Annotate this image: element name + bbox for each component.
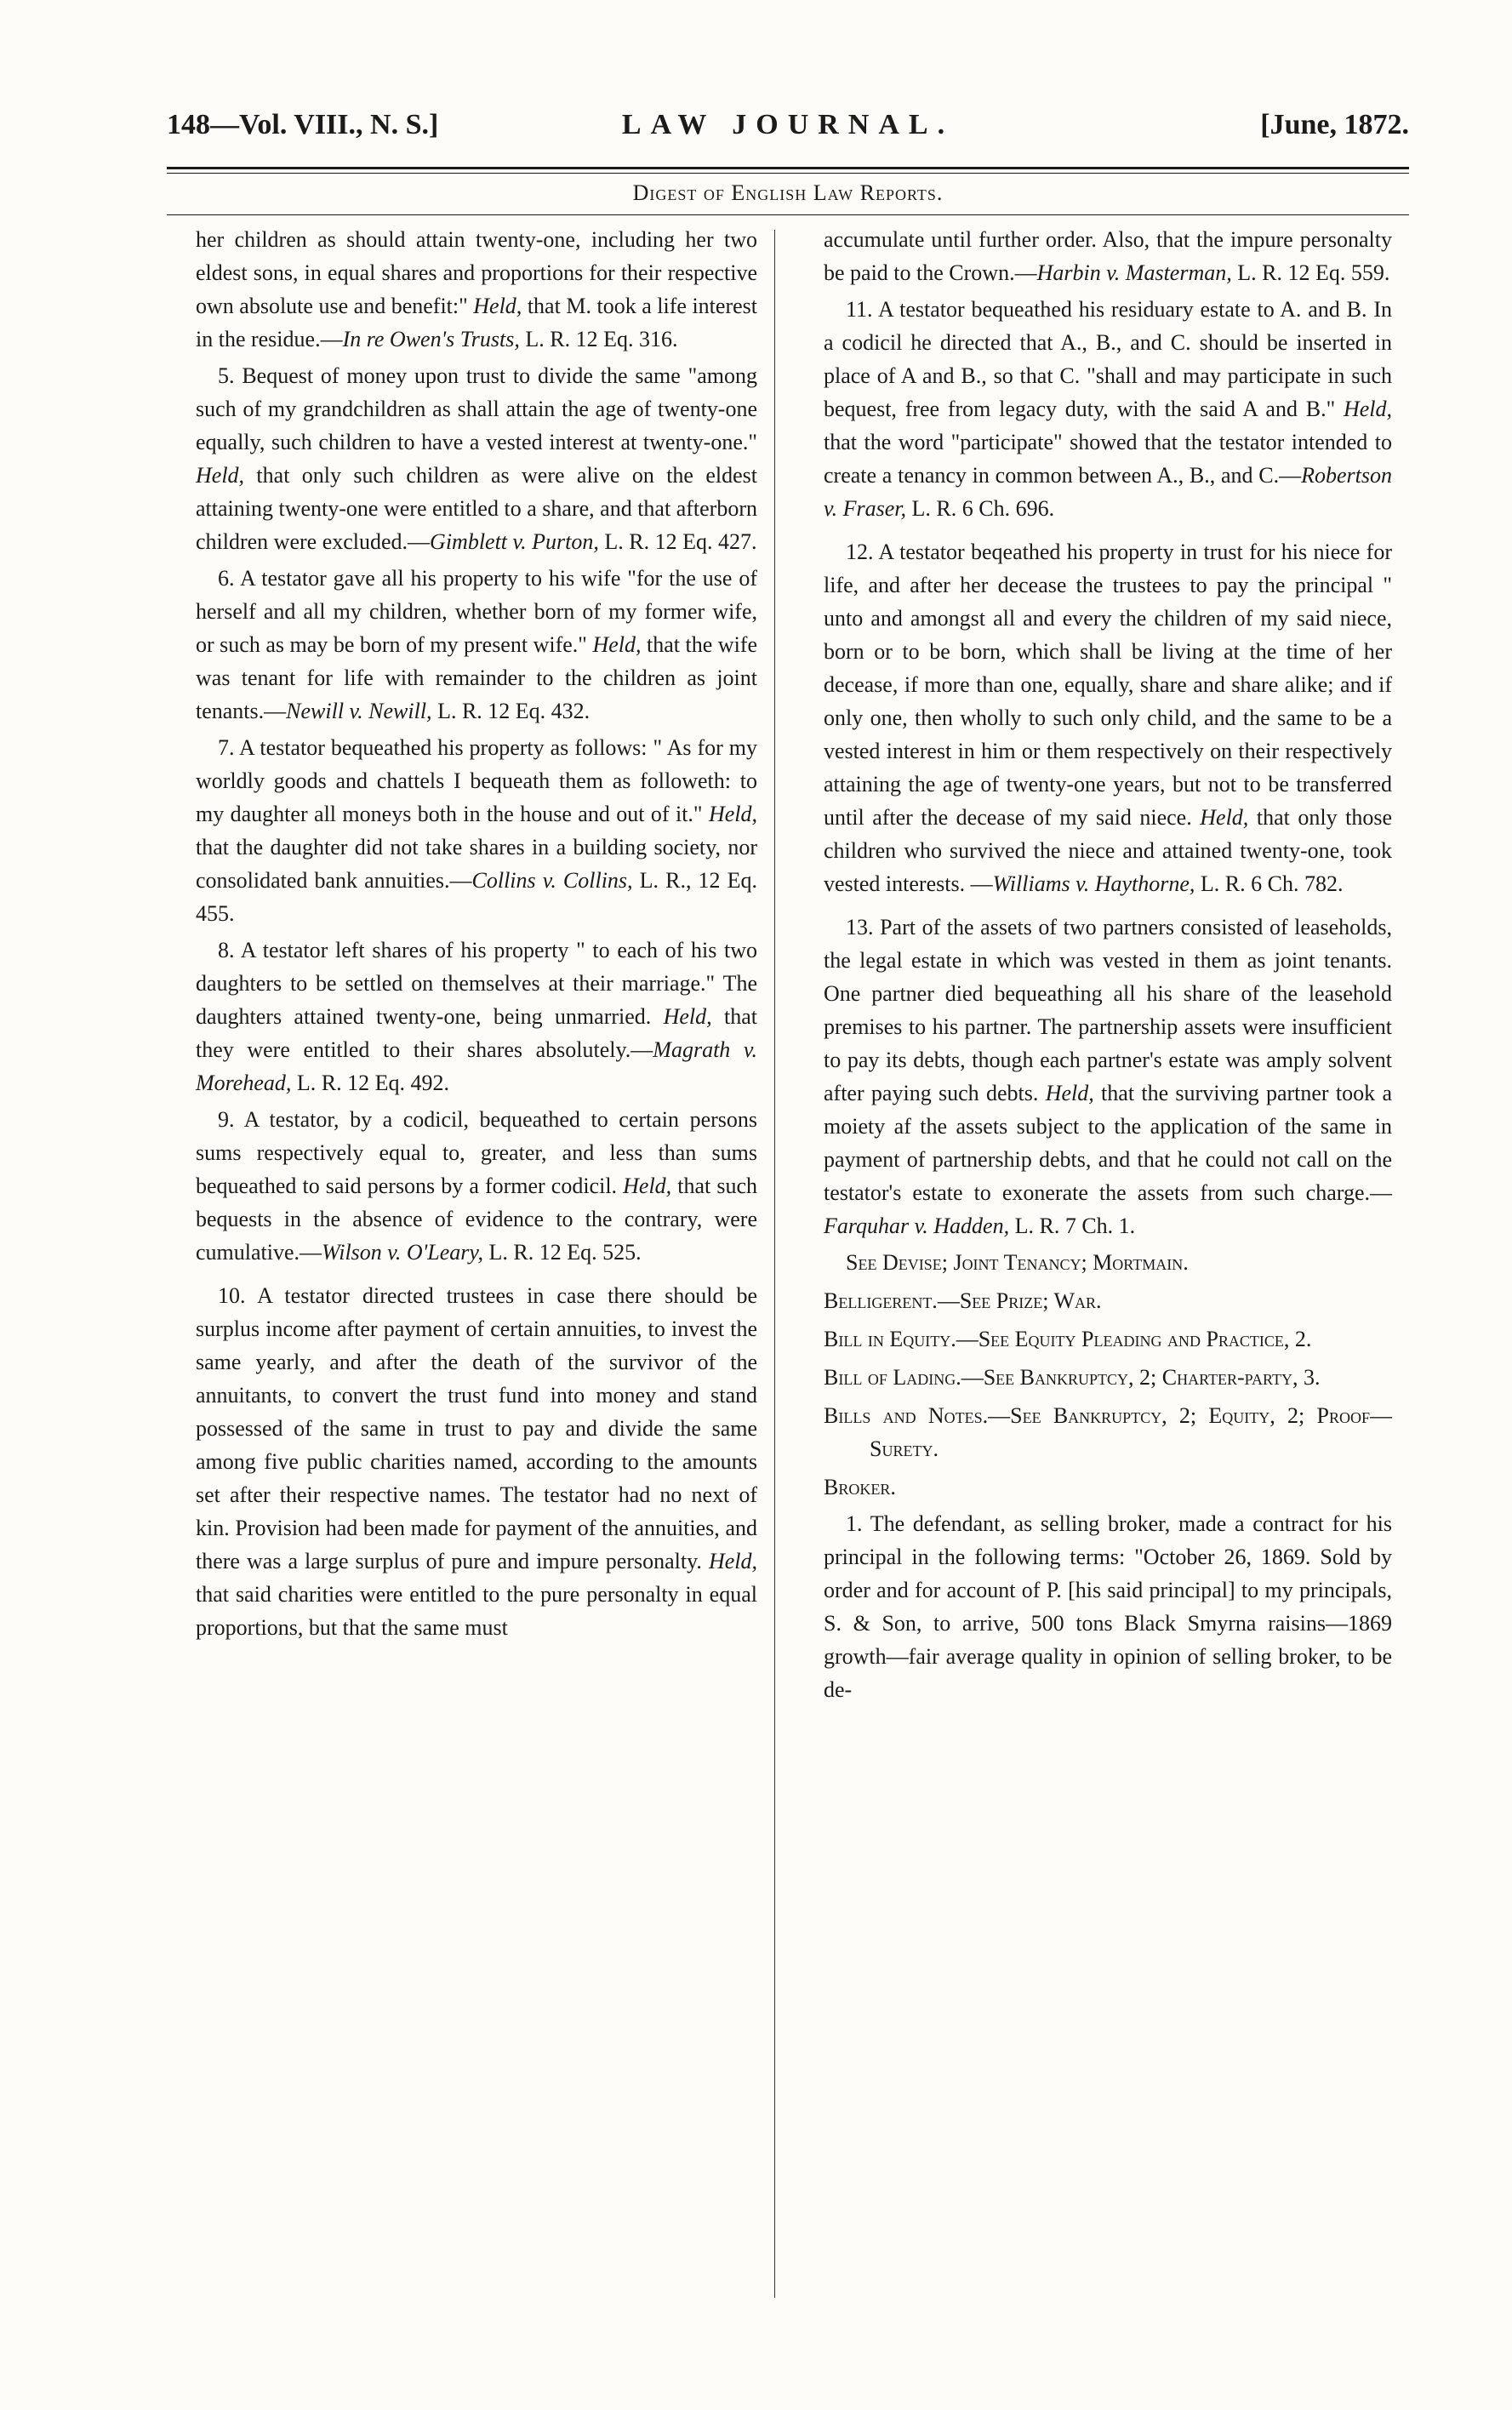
case-name: Williams v. Haythorne, bbox=[992, 871, 1195, 896]
header-rule-thin bbox=[167, 173, 1409, 174]
index-entry: Bills and Notes.—See Bankruptcy, 2; Equity, 2; Proof—Surety. bbox=[824, 1403, 1392, 1461]
header-date: [June, 1872. bbox=[1260, 109, 1409, 140]
index-entry-head: Bill of Lading. bbox=[824, 1365, 961, 1390]
index-entry-head: Bill in Equity. bbox=[824, 1327, 956, 1351]
digest-paragraph: 6. A testator gave all his property to his wife "for the use of herself and all my children, whether born of my former wife, or such as may be born of my present wife." Held, that the wife was tenant for life with remainder to the children as joint tenants.—Newill v. Newill, L. R. 12 Eq. 432. bbox=[196, 566, 757, 723]
index-entry-head: Bills and Notes. bbox=[824, 1403, 989, 1428]
section-rule bbox=[167, 214, 1409, 215]
case-name: Robertson v. Fraser, bbox=[824, 463, 1392, 521]
left-column bbox=[196, 223, 757, 1648]
section-title: Digest of English Law Reports. bbox=[632, 180, 944, 205]
index-entry: Bill in Equity.—See Equity Pleading and Practice, 2. bbox=[824, 1327, 1312, 1351]
digest-paragraph: 10. A testator directed trustees in case there should be surplus income after payment of certain annuities, to invest the same yearly, and after the death of the survivor of the annuitants, to convert the trust fund into money and stand possessed of the same in trust to pay and divide the same among five public charities named, according to the amounts set after their respective names. The testator had no next of kin. Provision had been made for payment of the annuities, and there was a large surplus of pure and impure personalty. Held, that said charities were entitled to the pure personalty in equal proportions, but that the same must bbox=[196, 1283, 757, 1640]
index-entry-broker bbox=[824, 1471, 1392, 1504]
case-name: Magrath v. Morehead, bbox=[196, 1037, 757, 1095]
case-name: Wilson v. O'Leary, bbox=[322, 1240, 483, 1265]
digest-paragraph: 11. A testator bequeathed his residuary estate to A. and B. In a codicil he directed that A., B., and C. should be inserted in place of A and B., so that C. "shall and may participate in such bequest, free from legacy duty, with the said A and B." Held, that the word "participate" showed that the testator intended to create a tenancy in common between A., B., and C.—Robertson v. Fraser, L. R. 6 Ch. 696. bbox=[824, 297, 1392, 521]
digest-paragraph: 1. The defendant, as selling broker, made a contract for his principal in the following terms: "October 26, 1869. Sold by order and for account of P. [his said principal] to my principals, S. & Son, to arrive, 500 tons Black Smyrna raisins—1869 growth—fair average quality in opinion of selling broker, to be de- bbox=[824, 1511, 1392, 1702]
index-entry: Bill of Lading.—See Bankruptcy, 2; Charter-party, 3. bbox=[824, 1365, 1321, 1390]
case-name: In re Owen's Trusts, bbox=[342, 327, 520, 351]
header-rule-thick bbox=[167, 167, 1409, 169]
header-volume: 148—Vol. VIII., N. S.] bbox=[167, 109, 439, 140]
column-divider bbox=[774, 230, 775, 2298]
case-name: Harbin v. Masterman, bbox=[1036, 260, 1232, 285]
index-entry-head: Broker. bbox=[824, 1475, 896, 1499]
case-name: Farquhar v. Hadden, bbox=[824, 1214, 1010, 1238]
running-head bbox=[167, 109, 1409, 153]
right-column bbox=[824, 223, 1392, 1710]
digest-paragraph: accumulate until further order. Also, that the impure personalty be paid to the Crown.—Harbin v. Masterman, L. R. 12 Eq. 559. bbox=[824, 227, 1392, 285]
digest-paragraph: 9. A testator, by a codicil, bequeathed to certain persons sums respectively equal to, greater, and less than sums bequeathed to said persons by a former codicil. Held, that such bequests in the absence of evidence to the contrary, were cumulative.—Wilson v. O'Leary, L. R. 12 Eq. 525. bbox=[196, 1107, 758, 1265]
digest-paragraph: 8. A testator left shares of his property " to each of his two daughters to be settled on themselves at their marriage." The daughters attained twenty-one, being unmarried. Held, that they were entitled to their shares absolutely.—Magrath v. Morehead, L. R. 12 Eq. 492. bbox=[196, 938, 757, 1095]
case-name: Newill v. Newill, bbox=[286, 699, 432, 723]
digest-paragraph: 7. A testator bequeathed his property as follows: " As for my worldly goods and chattels I bequeath them as followeth: to my daughter all moneys both in the house and out of it." Held, that the daughter did not take shares in a building society, nor consolidated bank annuities.—Collins v. Collins, L. R., 12 Eq. 455. bbox=[196, 735, 757, 926]
see-also-line: See Devise; Joint Tenancy; Mortmain. bbox=[846, 1250, 1189, 1275]
digest-paragraph: 12. A testator beqeathed his property in trust for his niece for life, and after her decease the trustees to pay the principal " unto and amongst all and every the children of my said niece, born or to be born, which shall be living at the time of her decease, if more than one, equally, share and share alike; and if only one, then wholly to such only child, and the same to be a vested interest in him or them respectively on their respectively attaining the age of twenty-one years, but not to be transferred until after the decease of my said niece. Held, that only those children who survived the niece and attained twenty-one, took vested interests. —Williams v. Haythorne, L. R. 6 Ch. 782. bbox=[824, 540, 1393, 896]
case-name: Collins v. Collins, bbox=[471, 868, 633, 893]
index-entry: Belligerent.—See Prize; War. bbox=[824, 1288, 1102, 1313]
digest-paragraph: her children as should attain twenty-one, including her two eldest sons, in equal shares and proportions for their respective own absolute use and benefit:" Held, that M. took a life interest in the residue.—In re Owen's Trusts, L. R. 12 Eq. 316. bbox=[196, 227, 757, 351]
digest-paragraph: 13. Part of the assets of two partners consisted of leaseholds, the legal estate in which was vested in them as joint tenants. One partner died bequeathing all his share of the leasehold premises to his partner. The partnership assets were insufficient to pay its debts, though each partner's estate was amply solvent after paying such debts. Held, that the surviving partner took a moiety af the assets subject to the application of the same in payment of partnership debts, and that he could not call on the testator's estate to exonerate the assets from such charge.—Farquhar v. Hadden, L. R. 7 Ch. 1. bbox=[824, 915, 1392, 1238]
digest-paragraph: 5. Bequest of money upon trust to divide the same "among such of my grandchildren as shall attain the age of twenty-one equally, such children to have a vested interest at twenty-one." Held, that only such children as were alive on the eldest attaining twenty-one were entitled to a share, and that afterborn children were excluded.—Gimblett v. Purton, L. R. 12 Eq. 427. bbox=[196, 363, 757, 554]
index-entry-head: Belligerent. bbox=[824, 1288, 938, 1313]
header-journal-title: LAW JOURNAL. bbox=[621, 109, 955, 140]
case-name: Gimblett v. Purton, bbox=[430, 529, 599, 554]
